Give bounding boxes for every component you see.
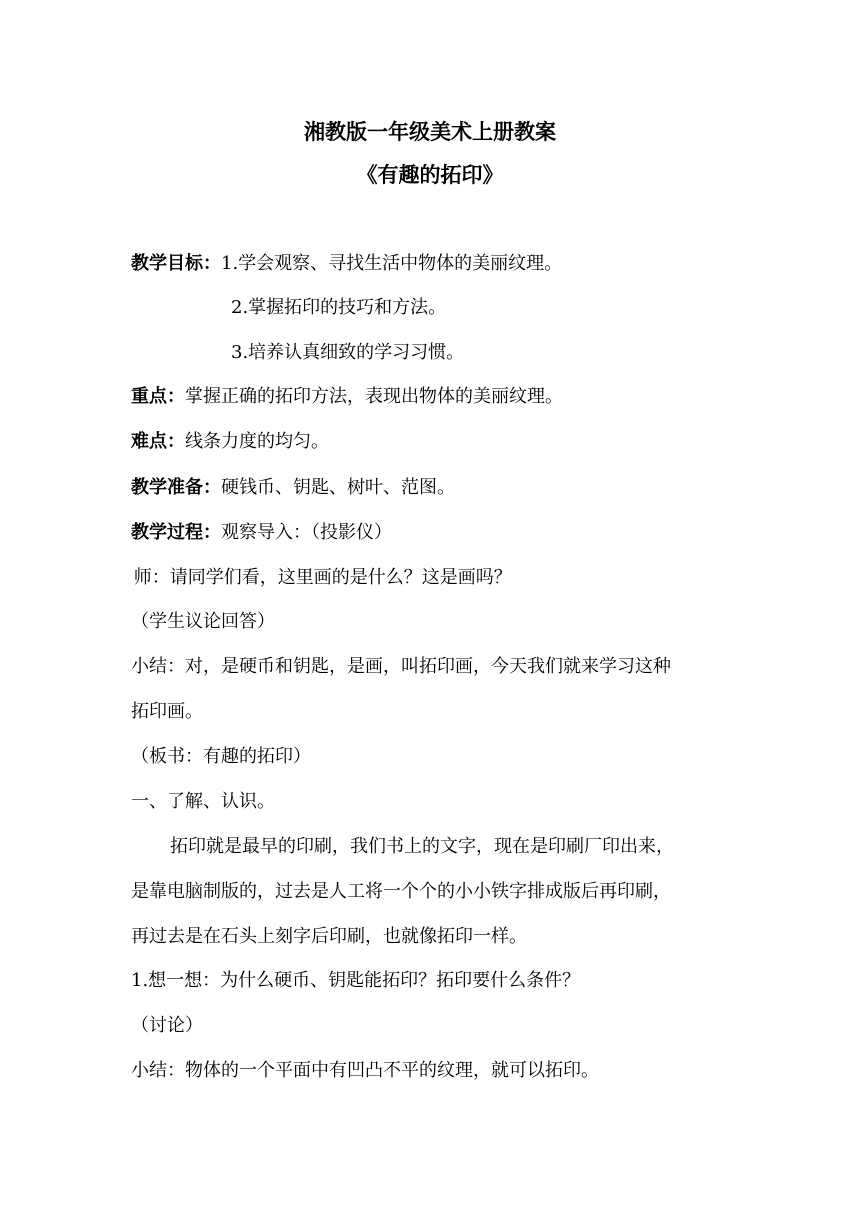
teaching-goals-label: 教学目标： <box>131 253 221 274</box>
preparation-label: 教学准备： <box>131 477 221 498</box>
process-text: 观察导入：（投影仪） <box>221 522 392 543</box>
process-line <box>131 521 392 545</box>
document-subtitle: 《有趣的拓印》 <box>356 162 504 187</box>
student-discussion: （学生议论回答） <box>131 611 275 632</box>
teaching-goals-line <box>131 252 562 276</box>
teaching-goal-3: 3.培养认真细致的学习习惯。 <box>231 342 465 363</box>
key-point-text: 掌握正确的拓印方法，表现出物体的美丽纹理。 <box>185 386 563 407</box>
summary-1: 小结：对，是硬币和钥匙，是画，叫拓印画，今天我们就来学习这种 <box>131 656 671 677</box>
difficulty-text: 线条力度的均匀。 <box>185 431 329 452</box>
paragraph-line-3: 再过去是在石头上刻字后印刷，也就像拓印一样。 <box>131 926 527 947</box>
teaching-goal-1: 1.学会观察、寻找生活中物体的美丽纹理。 <box>221 253 563 274</box>
summary-1-continued: 拓印画。 <box>131 701 203 722</box>
difficulty-line <box>131 430 329 454</box>
key-point-line <box>131 385 563 409</box>
paragraph-line-2: 是靠电脑制版的，过去是人工将一个个的小小铁字排成版后再印刷， <box>131 881 671 902</box>
preparation-line <box>131 476 455 500</box>
summary-2: 小结：物体的一个平面中有凹凸不平的纹理，就可以拓印。 <box>131 1060 599 1081</box>
think-question: 1.想一想：为什么硬币、钥匙能拓印？拓印要什么条件？ <box>131 970 581 991</box>
teacher-question: 师：请同学们看，这里画的是什么？这是画吗？ <box>128 567 512 588</box>
document-title: 湘教版一年级美术上册教案 <box>304 119 556 144</box>
paragraph-line-1: 拓印就是最早的印刷，我们书上的文字，现在是印刷厂印出来， <box>170 836 674 857</box>
discussion-note: （讨论） <box>131 1015 203 1036</box>
process-label: 教学过程： <box>131 522 221 543</box>
section-heading-1: 一、了解、认识。 <box>131 791 275 812</box>
blackboard-note: （板书：有趣的拓印） <box>131 746 311 767</box>
key-point-label: 重点： <box>131 386 185 407</box>
preparation-text: 硬钱币、钥匙、树叶、范图。 <box>221 477 455 498</box>
teaching-goal-2: 2.掌握拓印的技巧和方法。 <box>231 297 447 318</box>
difficulty-label: 难点： <box>131 431 185 452</box>
